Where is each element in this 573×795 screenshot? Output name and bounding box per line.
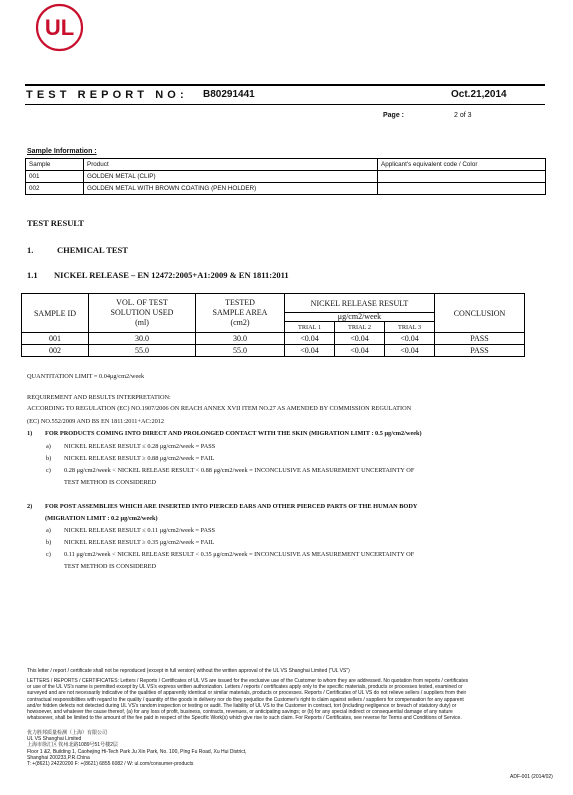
- criteria-label: b): [46, 539, 52, 546]
- criteria-text: 0.11 μg/cm2/week < NICKEL RELEASE RESULT < 0.35 μg/cm2/week = INCONCLUSIVE AS MEASUREMENT UNCERTAINTY OF: [64, 551, 415, 558]
- unit-cell: [285, 313, 435, 322]
- svg-text:UL: UL: [44, 15, 75, 40]
- criteria-label: c): [46, 467, 51, 474]
- criteria-line: [46, 539, 215, 546]
- company-address-block: [27, 730, 247, 767]
- criteria-line: [46, 527, 216, 534]
- trial-value: <0.04: [335, 333, 385, 345]
- city: Shanghai 200233,P.R.China: [27, 754, 90, 761]
- column-header-conclusion: CONCLUSION: [435, 294, 525, 333]
- criteria-text: NICKEL RELEASE RESULT ≤ 0.28 μg/cm2/week = PASS: [64, 443, 216, 450]
- volume-value: 30.0: [89, 333, 196, 345]
- criteria-line: [46, 443, 216, 450]
- item-number: 1): [27, 430, 33, 437]
- criteria-text: NICKEL RELEASE RESULT ≤ 0.11 μg/cm2/week = PASS: [64, 527, 216, 534]
- criteria-text: TEST METHOD IS CONSIDERED: [64, 479, 157, 486]
- column-header-sample-id: SAMPLE ID: [22, 294, 89, 333]
- criteria-text: 0.28 μg/cm2/week < NICKEL RELEASE RESULT < 0.88 μg/cm2/week = INCONCLUSIVE AS MEASUREMENT UNCERTAINTY OF: [64, 467, 415, 474]
- criteria-text: NICKEL RELEASE RESULT ≥ 0.35 μg/cm2/week = FAIL: [64, 539, 215, 546]
- criteria-line: [46, 551, 415, 558]
- section-heading: [27, 245, 128, 255]
- terms-line: whatsoever, shall be limited to the amount of the fee paid in respect of the Specific Work(s) which give rise to such claim. For Reports / Certificates, see reverse for Terms and Conditions of Service.: [27, 715, 462, 722]
- trial-header: TRIAL 3: [385, 322, 435, 333]
- header-line: SOLUTION USED: [110, 308, 174, 317]
- test-result-heading: TEST RESULT: [27, 218, 84, 228]
- trial-value: <0.04: [335, 345, 385, 357]
- header-line: TESTED: [225, 298, 255, 307]
- criteria-label: c): [46, 551, 51, 558]
- conclusion-value: PASS: [435, 333, 525, 345]
- ul-logo: [35, 3, 84, 52]
- section-title: CHEMICAL TEST: [57, 245, 128, 255]
- table-header-row: [26, 159, 546, 171]
- terms-line: or use of the UL VS's name is permitted except by UL VS's express written authorization. Letters / reports / certificates apply only to the specific materials, products or processes tested, examined or: [27, 684, 463, 691]
- requirement-item: [27, 430, 422, 437]
- item-text: FOR PRODUCTS COMING INTO DIRECT AND PROLONGED CONTACT WITH THE SKIN (MIGRATION LIMIT : 0.5 μg/cm2/week): [45, 430, 422, 437]
- applicant-code: [378, 183, 546, 195]
- criteria-text: TEST METHOD IS CONSIDERED: [64, 563, 157, 570]
- column-header-result: [285, 294, 435, 313]
- area-value: 30.0: [196, 333, 285, 345]
- sample-id: 002: [22, 345, 89, 357]
- sample-id: 001: [22, 333, 89, 345]
- column-header-volume: [89, 294, 196, 333]
- column-header: Sample: [26, 159, 84, 171]
- section-title: NICKEL RELEASE – EN 12472:2005+A1:2009 & EN 1811:2011: [54, 270, 289, 280]
- table-row: [26, 183, 546, 195]
- report-title-label: TEST REPORT NO:: [26, 89, 188, 101]
- trial-value: <0.04: [385, 333, 435, 345]
- report-number: B80291441: [203, 89, 255, 100]
- item-number: 2): [27, 503, 33, 510]
- sample-id: 002: [26, 183, 84, 195]
- header-bottom-rule: [25, 104, 545, 105]
- quantitation-limit: QUANTITATION LIMIT = 0.04μg/cm2/week: [27, 373, 145, 380]
- section-number: 1.1: [27, 270, 38, 280]
- requirement-item: [27, 503, 418, 510]
- table-row: [26, 171, 546, 183]
- requirements-heading: REQUIREMENT AND RESULTS INTERPRETATION:: [27, 394, 171, 401]
- sample-info-table: [25, 158, 546, 195]
- form-code: ADF-001 (2014/02): [510, 774, 553, 780]
- page-label: Page :: [383, 112, 405, 119]
- result-unit: μg/cm2/week: [337, 312, 382, 321]
- table-row: [22, 333, 525, 345]
- product-name: GOLDEN METAL WITH BROWN COATING (PEN HOLDER): [84, 183, 378, 195]
- criteria-label: b): [46, 455, 52, 462]
- item-text: (MIGRATION LIMIT : 0.2 μg/cm2/week): [45, 515, 158, 522]
- product-name: GOLDEN METAL (CLIP): [84, 171, 378, 183]
- terms-line: contractual responsibilities with regard to the quality / quantity of the goods in delivery nor do they prejudice the Customer's right to claim against sellers / suppliers for compensation for any apparent: [27, 696, 464, 703]
- trial-value: <0.04: [285, 345, 335, 357]
- company-name: UL VS Shanghai Limited: [27, 736, 82, 743]
- address-cn: 上海市徐汇区 钦州北路1089号51号楼2层: [27, 742, 118, 749]
- terms-block: [27, 678, 468, 721]
- area-value: 55.0: [196, 345, 285, 357]
- sample-id: 001: [26, 171, 84, 183]
- trial-value: <0.04: [385, 345, 435, 357]
- company-name-cn: 优力胜邦质量检测（上海）有限公司: [27, 730, 108, 736]
- terms-line: howsoever, and whatever the cause thereof, (a) for any loss of profit, business, contracts, revenues, or anticipating savings; or (b) for any special indirect or consequential damage of any nature: [27, 709, 453, 716]
- terms-line: LETTERS / REPORTS / CERTIFICATES: Letters / Reports / Certificates of UL VS are issued for the exclusive use of the Customer to whom they are addressed. No quotation from reports / certificates: [27, 678, 469, 684]
- trial-header: TRIAL 1: [285, 322, 335, 333]
- header-line: VOL. OF TEST: [116, 298, 168, 307]
- criteria-text: NICKEL RELEASE RESULT ≥ 0.88 μg/cm2/week = FAIL: [64, 455, 215, 462]
- volume-value: 55.0: [89, 345, 196, 357]
- criteria-label: a): [46, 443, 51, 450]
- terms-line: surveyed and are not necessarily indicative of the qualities of apparently identical or similar materials, products or processes. Reports / Certificates of UL VS do not relieve sellers / suppliers from their: [27, 690, 467, 697]
- criteria-label: a): [46, 527, 51, 534]
- table-row: [22, 345, 525, 357]
- criteria-line: [46, 467, 415, 474]
- section-number: 1.: [27, 245, 34, 255]
- trial-value: <0.04: [285, 333, 335, 345]
- trial-header: TRIAL 2: [335, 322, 385, 333]
- report-date: Oct.21,2014: [451, 89, 507, 100]
- address: Floor 1 &2, Building 1, Caohejing Hi-Tech Park Ju Xin Park, No. 100, Ping Fu Road, Xu Hui District,: [27, 748, 247, 755]
- item-text: FOR POST ASSEMBLIES WHICH ARE INSERTED INTO PIERCED EARS AND OTHER PIERCED PARTS OF THE HUMAN BODY: [45, 503, 418, 510]
- header-line: SAMPLE AREA: [212, 308, 268, 317]
- header-line: (cm2): [230, 318, 250, 327]
- contact-info: T: +(8621) 24220200 F: +(8621) 6855 6082 / W: ul.com/consumer-products: [27, 761, 194, 768]
- regulation-text: ACCORDING TO REGULATION (EC) NO.1907/2006 ON REACH ANNEX XVII ITEM NO.27 AS AMENDED BY COMMISSION REGULATION: [27, 405, 412, 412]
- subsection-heading: [27, 270, 289, 280]
- page-number: 2 of 3: [454, 112, 472, 119]
- column-header: Applicant's equivalent code / Color: [378, 159, 546, 171]
- header-line: (ml): [135, 318, 149, 327]
- header-line: NICKEL RELEASE RESULT: [310, 298, 409, 308]
- regulation-text: (EC) NO.552/2009 AND BS EN 1811:2011+AC:2012: [27, 418, 165, 425]
- column-header: Product: [84, 159, 378, 171]
- conclusion-value: PASS: [435, 345, 525, 357]
- terms-line: and/or hidden defects not detected during UL VS's random inspection or testing or audit. The liability of UL VS to the Customer in contract, tort (including negligence or breach of statutory duty) or: [27, 702, 457, 709]
- criteria-line: [46, 455, 215, 462]
- sample-info-heading: Sample Information :: [27, 148, 97, 155]
- header-top-rule: [25, 84, 545, 86]
- reproduction-notice: This letter / report / certificate shall not be reproduced (except in full version) without the written approval of the UL VS Shanghai Limited ("UL VS"): [27, 668, 350, 674]
- nickel-release-table: [21, 293, 525, 357]
- applicant-code: [378, 171, 546, 183]
- column-header-area: [196, 294, 285, 333]
